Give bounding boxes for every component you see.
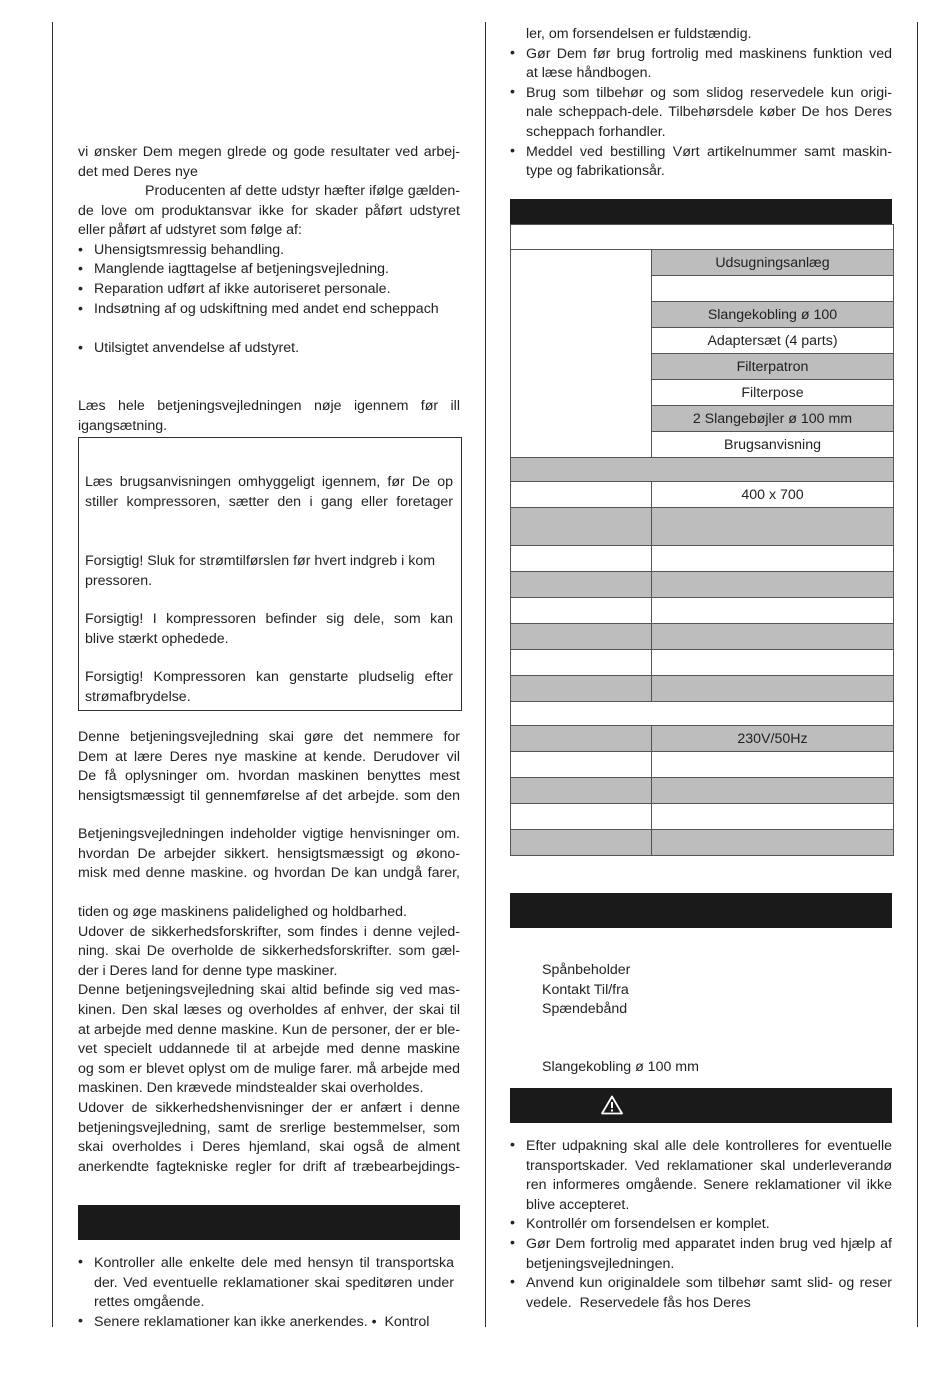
text-line: • Anvend kun originaldele som tilbehør samt slid- og reser	[526, 1275, 892, 1292]
text-line: • Gør Dem før brug fortrolig med maskinens funktion ved	[526, 45, 892, 62]
list-item: • Uhensigtsmressig behandling.	[78, 241, 460, 261]
table-cell	[511, 830, 652, 856]
text-line: vedele. Reservedele fås hos Deres	[526, 1294, 751, 1311]
table-cell	[511, 482, 652, 508]
text-line: Producenten af dette udstyr hæfter ifølge gælden-	[145, 183, 460, 199]
text-line: blive stærkt ophedede.	[85, 630, 229, 647]
text-line: igangsætning.	[78, 417, 168, 434]
table-cell	[511, 250, 652, 458]
text-line: de love om produktansvar ikke for skader påført udstyret	[78, 202, 460, 219]
text-line: De få oplysninger om. hvordan maskinen benyttes mest	[78, 768, 460, 785]
safety-warning-box	[78, 437, 462, 711]
list-item	[510, 45, 892, 84]
list-item	[78, 1254, 454, 1313]
table-cell: Brugsanvisning	[652, 432, 894, 458]
text-line: Denne betjeningsvejledning skai altid befinde sig ved mas-	[78, 982, 460, 999]
text-line: skai overholdes i Deres hjemland, skai også de alment	[78, 1139, 460, 1156]
list-item	[510, 84, 892, 143]
text-line: misk med denne maskine. og hvordan De kan undgå farer,	[78, 865, 460, 882]
text-line: Forsigtig! Kompressoren kan genstarte pludselig efter	[85, 669, 453, 685]
text-line: at arbejde med denne maskine. Kun de personer, der er ble-	[78, 1021, 460, 1038]
text-line: • Kontroller alle enkelte dele med hensyn til transportska	[94, 1255, 454, 1271]
table-cell	[652, 830, 894, 856]
specification-table	[510, 224, 894, 856]
text-line: Dem at lære Deres nye maskine at kende. Derudover vil	[78, 748, 460, 765]
table-cell: 2 Slangebøjler ø 100 mm	[652, 406, 894, 432]
text-line: Udover de sikkerhedsforskrifter, som findes i denne vejled-	[78, 923, 460, 940]
part-label: Kontakt Til/fra	[542, 981, 629, 998]
list-item: • Manglende iagttagelse af betjeningsvejledning.	[78, 260, 460, 280]
left-bottom-list	[78, 1254, 454, 1332]
table-cell	[511, 778, 652, 804]
section-heading-bar	[510, 893, 892, 928]
text-line: hensigtsmæssigt til gennemførelse af det arbejde. som den	[78, 787, 460, 804]
read-manual-paragraph	[78, 397, 460, 436]
list-item: • Utilsigtet anvendelse af udstyret.	[78, 339, 460, 359]
table-cell	[652, 276, 894, 302]
table-cell: Udsugningsanlæg	[652, 250, 894, 276]
table-cell	[511, 624, 652, 650]
text-line: blive accepteret.	[526, 1196, 630, 1213]
text-line: kinen. Den skal læses og overholdes af enhver, der skai til	[78, 1001, 460, 1018]
text-line: hvordan De arbejder sikkert. hensigtsmæssigt og økono-	[78, 845, 460, 862]
table-cell: 400 x 700	[652, 482, 894, 508]
table-cell: 230V/50Hz	[652, 726, 894, 752]
table-cell	[511, 752, 652, 778]
table-cell	[511, 572, 652, 598]
text-line: nale scheppach-dele. Tilbehørsdele køber De hos Deres	[526, 104, 892, 121]
list-item	[510, 1137, 892, 1215]
table-cell	[652, 650, 894, 676]
intro-paragraph	[78, 143, 460, 182]
table-cell	[652, 624, 894, 650]
text-line: vi ønsker Dem megen glrede og gode resultater ved arbej-	[78, 144, 460, 160]
text-line: eller påført af udstyret som følge af:	[78, 222, 302, 239]
text-line: at læse håndbogen.	[526, 65, 652, 82]
table-cell	[511, 598, 652, 624]
table-cell	[652, 676, 894, 702]
table-cell: Slangekobling ø 100	[652, 302, 894, 328]
part-label: Spånbeholder	[542, 962, 631, 978]
part-label: Spændebånd	[542, 1001, 628, 1018]
text-line: scheppach forhandler.	[526, 123, 666, 140]
text-line: Udover de sikkerhedshenvisninger der er anfært i denne	[78, 1099, 460, 1116]
text-line: • Efter udpakning skal alle dele kontrolleres for eventuelle	[526, 1138, 892, 1154]
body-paragraph-3	[78, 903, 460, 1177]
table-cell	[652, 508, 894, 546]
table-cell	[511, 508, 652, 546]
list-item	[510, 143, 892, 182]
warning-triangle-icon	[601, 1095, 623, 1115]
text-line: og som er blevet oplyst om de mulige farer. må arbejde med	[78, 1060, 460, 1077]
text-line: • Senere reklamationer kan ikke anerkendes. • Kontrol	[94, 1313, 430, 1330]
text-line: stiller kompressoren, sætter den i gang eller foretager	[85, 493, 453, 510]
table-cell	[511, 676, 652, 702]
list-item	[510, 1235, 892, 1274]
text-line: • Brug som tilbehør og som slidog reservedele kun origi-	[526, 84, 892, 101]
table-row	[511, 225, 894, 250]
text-line: maskinen. Den krævede mindstealder skai overholdes.	[78, 1080, 424, 1097]
table-header-bar	[510, 199, 892, 224]
table-cell: Filterpose	[652, 380, 894, 406]
text-line: det med Deres nye	[78, 163, 198, 180]
text-line: Læs brugsanvisningen omhyggeligt igennem, før De op	[85, 474, 453, 490]
text-line: pressoren.	[85, 572, 153, 589]
section-heading-bar	[78, 1205, 460, 1240]
center-rule	[485, 22, 486, 1327]
table-cell	[511, 804, 652, 830]
table-cell	[652, 546, 894, 572]
table-cell	[652, 804, 894, 830]
body-paragraph-2	[78, 825, 460, 884]
table-cell	[652, 778, 894, 804]
table-cell	[511, 650, 652, 676]
table-row	[511, 702, 894, 726]
right-top-list	[510, 25, 892, 182]
text-line: ning. skai De overholde de sikkerhedsforskrifter. som gæl-	[78, 943, 460, 960]
text-line: vet specielt uddannede til at arbejde med denne maskine	[78, 1041, 460, 1058]
text-line: rettes omgående.	[94, 1294, 205, 1311]
list-item	[510, 1274, 892, 1313]
table-row	[511, 458, 894, 482]
text-line: der. Ved eventuelle reklamationer skai speditøren under	[94, 1274, 454, 1291]
text-line: ler, om forsendelsen er fuldstændig.	[526, 26, 752, 42]
text-line: • Kontrollér om forsendelsen er komplet.	[526, 1216, 770, 1233]
text-line: Forsigtig! I kompressoren befinder sig dele, som kan	[85, 611, 453, 627]
list-item: • Reparation udført af ikke autoriseret personale.	[78, 280, 460, 300]
right-bottom-list	[510, 1137, 892, 1313]
text-line: Denne betjeningsvejledning skai gøre det nemmere for	[78, 729, 460, 745]
text-line: betjeningsvejledningen.	[526, 1255, 675, 1272]
text-line: • Gør Dem fortrolig med apparatet inden brug ved hjælp af	[526, 1235, 892, 1252]
liability-paragraph	[78, 182, 460, 319]
text-line: tiden og øge maskinens palidelighed og holdbarhed.	[78, 904, 407, 920]
text-line: • Meddel ved bestilling Vørt artikelnummer samt maskin-	[526, 143, 892, 160]
table-cell: Adaptersæt (4 parts)	[652, 328, 894, 354]
text-line: Læs hele betjeningsvejledningen nøje igennem før ill	[78, 398, 460, 414]
list-item: • Indsøtning af og udskiftning med andet end scheppach	[78, 300, 460, 320]
text-line: ren informeres omgående. Senere reklamationer vil ikke	[526, 1177, 892, 1194]
part-label: Slangekobling ø 100 mm	[542, 1059, 699, 1075]
table-cell: Filterpatron	[652, 354, 894, 380]
table-cell	[652, 752, 894, 778]
table-cell	[652, 598, 894, 624]
body-paragraph-1	[78, 728, 460, 806]
parts-list	[542, 961, 882, 1020]
text-line: type og fabrikationsår.	[526, 163, 665, 180]
table-cell	[511, 546, 652, 572]
right-margin-rule	[917, 22, 918, 1327]
text-line: der i Deres land for denne type maskiner.	[78, 962, 338, 979]
list-item	[78, 1313, 454, 1333]
text-line: Betjeningsvejledningen indeholder vigtige henvisninger om.	[78, 826, 460, 842]
left-margin-rule	[52, 22, 53, 1327]
warning-heading-bar	[510, 1088, 892, 1123]
text-line: betjeningsvejledning, samt de srerlige bestemmelser, som	[78, 1119, 460, 1136]
table-cell	[652, 572, 894, 598]
list-item	[510, 1215, 892, 1235]
text-line: Forsigtig! Sluk for strømtilførslen før hvert indgreb i kom	[85, 553, 436, 569]
text-line: transportskader. Ved reklamationer skal underleverandø	[526, 1157, 892, 1174]
table-cell	[511, 726, 652, 752]
text-line: anerkendte fagtekniske regler for drift af træbearbejdings-	[78, 1158, 460, 1175]
text-line: strømafbrydelse.	[85, 688, 191, 705]
